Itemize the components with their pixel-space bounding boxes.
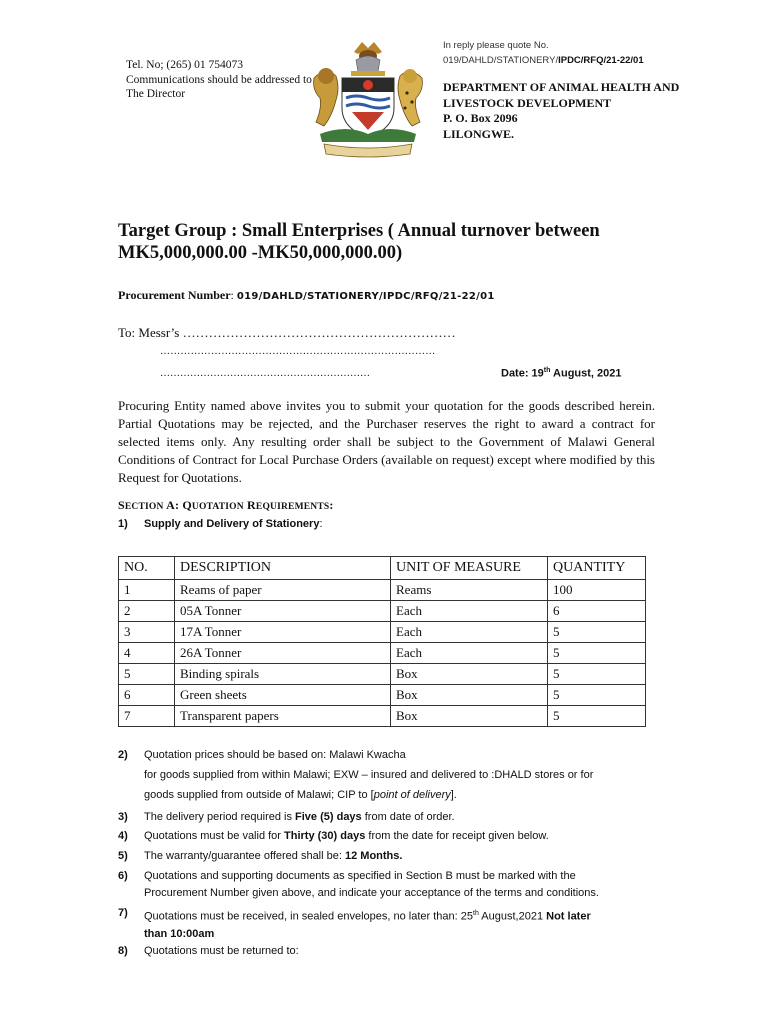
- target-group-line1: Target Group : Small Enterprises ( Annual turnover between: [118, 221, 600, 241]
- cell-description: Green sheets: [175, 685, 391, 706]
- po-box: P. O. Box 2096: [443, 111, 518, 125]
- document-date: [501, 367, 622, 380]
- procurement-label: Procurement Number: [118, 288, 231, 302]
- cell-no: 2: [119, 601, 175, 622]
- cell-description: Transparent papers: [175, 706, 391, 727]
- cell-no: 4: [119, 643, 175, 664]
- cell-description: 26A Tonner: [175, 643, 391, 664]
- list-line: [144, 905, 659, 926]
- list-text-part: The delivery period required is: [144, 811, 296, 823]
- stationery-table: [118, 556, 646, 727]
- item-1-text: Supply and Delivery of Stationery: [144, 518, 320, 530]
- department-address: [443, 80, 679, 142]
- item-1: [118, 518, 323, 530]
- list-item-text: [144, 828, 659, 845]
- list-text-bold: than 10:00am: [144, 927, 215, 940]
- list-line: Procurement Number given above, and indicate your acceptance of the terms and conditions.: [144, 887, 599, 899]
- list-item-text: [144, 905, 659, 943]
- list-number: 6): [118, 870, 128, 882]
- list-number: 4): [118, 830, 128, 842]
- item-1-colon: :: [319, 518, 323, 530]
- addressee-dots-2: ………………………………………………………: [160, 368, 370, 379]
- cell-quantity: 5: [548, 643, 646, 664]
- item-1-number: 1): [118, 518, 128, 530]
- table-row: [119, 706, 646, 727]
- table-row: [119, 601, 646, 622]
- procurement-number: [118, 288, 495, 303]
- target-group-line2: MK5,000,000.00 -MK50,000,000.00): [118, 243, 403, 263]
- table-row: [119, 622, 646, 643]
- cell-description: Reams of paper: [175, 580, 391, 601]
- cell-unit: Box: [391, 685, 548, 706]
- list-number: 2): [118, 749, 128, 761]
- list-line: [144, 787, 659, 804]
- list-line: Quotation prices should be based on: Malawi Kwacha: [144, 749, 406, 761]
- list-text-part: Quotations must be valid for: [144, 830, 285, 842]
- sec-a-part: UOTATION: [191, 502, 244, 512]
- cell-description: 05A Tonner: [175, 601, 391, 622]
- list-text-part: August,2021: [478, 910, 547, 923]
- cell-quantity: 6: [548, 601, 646, 622]
- quote-number: [443, 53, 644, 68]
- list-item-text: [144, 868, 659, 902]
- director-line: The Director: [126, 88, 186, 100]
- sec-a-part: ECTION: [124, 502, 164, 512]
- list-number: 3): [118, 811, 128, 823]
- quote-label: In reply please quote No.: [443, 40, 549, 51]
- header-description: DESCRIPTION: [175, 557, 391, 580]
- department-name-line1: DEPARTMENT OF ANIMAL HEALTH AND: [443, 80, 680, 94]
- list-line: Quotations and supporting documents as specified in Section B must be marked with the: [144, 870, 576, 882]
- list-item-text: [144, 848, 659, 865]
- cell-unit: Box: [391, 706, 548, 727]
- list-text-part: goods supplied from outside of Malawi; CIP to [: [144, 789, 374, 801]
- list-item-text: Quotations must be returned to:: [144, 945, 299, 957]
- section-a-heading: [118, 498, 334, 513]
- cell-quantity: 100: [548, 580, 646, 601]
- cell-no: 1: [119, 580, 175, 601]
- cell-unit: Reams: [391, 580, 548, 601]
- cell-unit: Each: [391, 601, 548, 622]
- list-line: for goods supplied from within Malawi; EXW – insured and delivered to :DHALD stores or for: [144, 769, 594, 781]
- date-suffix: August, 2021: [550, 367, 622, 380]
- list-text-italic: point of delivery: [373, 789, 451, 801]
- list-text-bold: Five (5) days: [295, 811, 362, 823]
- quote-number-suffix: IPDC/RFQ/21-22/01: [558, 55, 644, 66]
- procurement-colon: :: [230, 288, 237, 302]
- cell-unit: Each: [391, 622, 548, 643]
- header-contact: [126, 58, 312, 102]
- telephone-number: Tel. No; (265) 01 754073: [126, 59, 244, 71]
- cell-no: 6: [119, 685, 175, 706]
- cell-description: 17A Tonner: [175, 622, 391, 643]
- sec-a-part: S: [118, 498, 125, 512]
- cell-unit: Box: [391, 664, 548, 685]
- procurement-number-value: 019/DAHLD/STATIONERY/IPDC/RFQ/21-22/01: [236, 291, 495, 302]
- list-text-bold: 12 Months.: [344, 850, 403, 862]
- city: LILONGWE.: [443, 126, 515, 141]
- cell-quantity: 5: [548, 664, 646, 685]
- list-number: 8): [118, 945, 128, 957]
- coat-of-arms-icon: [306, 38, 430, 158]
- cell-unit: Each: [391, 643, 548, 664]
- list-text-sup: th: [473, 910, 479, 917]
- cell-no: 5: [119, 664, 175, 685]
- quote-number-prefix: 019/DAHLD/STATIONERY/: [443, 55, 559, 66]
- cell-no: 7: [119, 706, 175, 727]
- list-text-part: The warranty/guarantee offered shall be:: [144, 850, 345, 862]
- list-text-part: Quotations must be received, in sealed envelopes, no later than: 25: [144, 910, 473, 923]
- addressee-line: To: Messr’s ………………………………………………………: [118, 325, 456, 340]
- addressee-dots-1: ………………………………………………………………………: [160, 346, 436, 357]
- table-row: [119, 643, 646, 664]
- table-row: [119, 685, 646, 706]
- cell-quantity: 5: [548, 622, 646, 643]
- intro-paragraph: Procuring Entity named above invites you to submit your quotation for the goods described herein. Partial Quotations may be rejected, and the Purchaser reserves the right to award a contract for selected items only. Any resulting order shall be subject to the Government of Malawi General Conditions of Contract for Local Purchase Orders (available on request) except where modified by this Request for Quotations.: [118, 398, 655, 485]
- list-number: 7): [118, 907, 128, 919]
- list-text-part: from date of order.: [361, 811, 455, 823]
- sec-a-part: R: [243, 498, 256, 512]
- header-unit: UNIT OF MEASURE: [391, 557, 548, 580]
- date-prefix: Date: 19: [501, 367, 544, 380]
- quote-reference: [443, 38, 644, 68]
- target-group-heading: [118, 220, 658, 264]
- sec-a-part: EQUIREMENTS: [255, 502, 330, 512]
- cell-description: Binding spirals: [175, 664, 391, 685]
- cell-no: 3: [119, 622, 175, 643]
- list-number: 5): [118, 850, 128, 862]
- sec-a-part: A: Q: [163, 498, 192, 512]
- table-header-row: [119, 557, 646, 580]
- list-text-part: ].: [450, 789, 457, 801]
- date-sup: th: [543, 367, 551, 374]
- sec-a-part: :: [329, 498, 334, 512]
- list-text-bold: Not later: [546, 910, 591, 923]
- department-name-line2: LIVESTOCK DEVELOPMENT: [443, 95, 612, 110]
- table-row: [119, 580, 646, 601]
- list-item-text: [144, 747, 659, 804]
- table-row: [119, 664, 646, 685]
- list-text-part: from the date for receipt given below.: [365, 830, 549, 842]
- cell-quantity: 5: [548, 706, 646, 727]
- communications-note: Communications should be addressed to: [126, 73, 312, 86]
- header-quantity: QUANTITY: [548, 557, 646, 580]
- cell-quantity: 5: [548, 685, 646, 706]
- header-no: NO.: [119, 557, 175, 580]
- list-item-text: [144, 809, 659, 826]
- list-text-bold: Thirty (30) days: [284, 830, 366, 842]
